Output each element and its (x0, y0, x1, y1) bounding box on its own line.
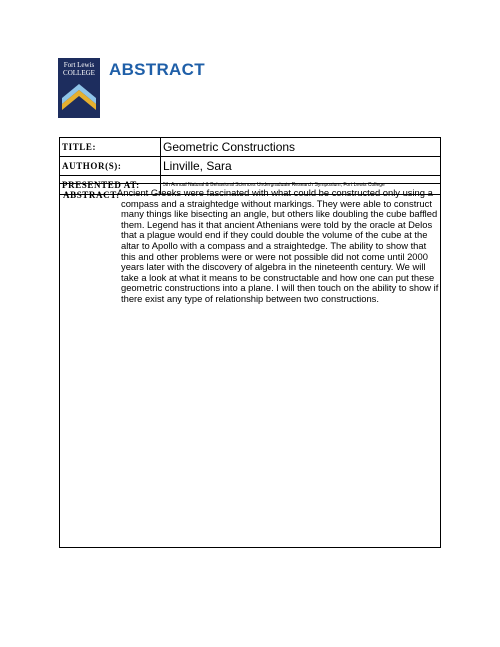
page-heading: ABSTRACT (109, 60, 205, 79)
logo-line-1: Fort Lewis (63, 61, 95, 69)
authors-value: Linville, Sara (161, 157, 441, 176)
title-row (60, 138, 441, 157)
title-label: TITLE: (60, 138, 161, 157)
logo-line-2: COLLEGE (63, 68, 95, 77)
logo-text (58, 62, 100, 77)
authors-row (60, 157, 441, 176)
abstract-label: ABSTRACT: (63, 190, 120, 200)
presented-at-value: 5th Annual Natural & Behavioral Sciences Undergraduate Research Symposium, Fort Lewis College (161, 176, 441, 195)
abstract-text: Ancient Greeks were fascinated with what could be constructed only using a compass and a straightedge without markings. They were able to construct many things like bisecting an angle, but others like doubling the cube baffled them. Legend has it that ancient Athenians were told by the oracle at Delos that a plague would end if they could double the volume of the cube at the altar to Apollo with a compass and a straightedge. The ability to show that this and other problems were or were not possible did not come until 2000 years later with the discovery of algebra in the nineteenth century. We will take a look at what it means to be constructable and how one can put these geometric constructions into a plane. I will then touch on the ability to show if there exist any type of relationship between two constructions. (117, 187, 439, 304)
college-logo (58, 58, 100, 118)
abstract-box (59, 183, 441, 548)
title-value: Geometric Constructions (161, 138, 441, 157)
presented-at-label: PRESENTED AT: (60, 176, 161, 195)
authors-label: AUTHOR(S): (60, 157, 161, 176)
